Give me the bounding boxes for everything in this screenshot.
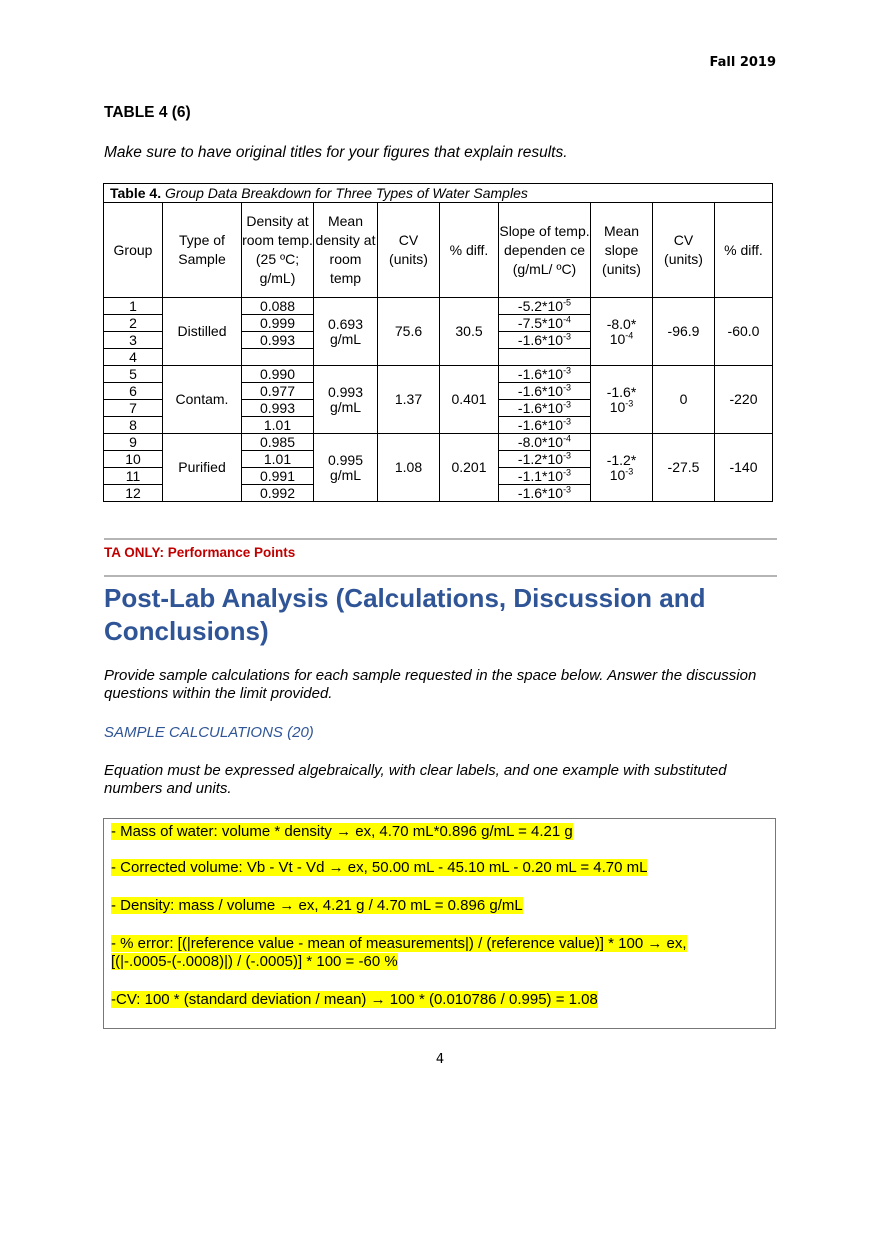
page-header-term: Fall 2019 bbox=[709, 55, 776, 70]
slope-exponent: -4 bbox=[563, 313, 572, 324]
calc-cv: -CV: 100 * (standard deviation / mean) → 100 * (0.010786 / 0.995) = 1.08 bbox=[111, 991, 598, 1008]
mean-slope-power: 10 bbox=[609, 330, 626, 347]
section-title: Post-Lab Analysis (Calculations, Discussion and Conclusions) bbox=[104, 583, 706, 646]
cell-density: 0.088 bbox=[242, 298, 314, 315]
cell-density: 0.991 bbox=[242, 468, 314, 485]
header-type: Type of Sample bbox=[163, 203, 242, 298]
cell-density: 0.993 bbox=[242, 332, 314, 349]
mean-density-value: 0.693 bbox=[327, 315, 364, 332]
cell-density: 0.985 bbox=[242, 434, 314, 451]
cell-density: 0.990 bbox=[242, 366, 314, 383]
cell-cv-slope: -96.9 bbox=[653, 298, 715, 366]
slope-value: -1.6*10 bbox=[517, 399, 564, 416]
cell-diff: 0.201 bbox=[440, 434, 499, 502]
header-diff: % diff. bbox=[440, 203, 499, 298]
mean-slope-power: 10 bbox=[609, 398, 626, 415]
mean-slope-power: 10 bbox=[609, 466, 626, 483]
mean-slope-value: -8.0* bbox=[606, 315, 637, 332]
cell-group: 5 bbox=[104, 366, 163, 383]
calc-percent-error-example: [(|-.0005-(-.0008)|) / (-.0005)] * 100 = -60 % bbox=[111, 953, 398, 970]
cell-diff: 0.401 bbox=[440, 366, 499, 434]
slope-exponent: -3 bbox=[563, 415, 572, 426]
slope-exponent: -3 bbox=[563, 483, 572, 494]
group-data-table bbox=[103, 183, 773, 502]
cell-group: 11 bbox=[104, 468, 163, 485]
cell-diff-slope: -140 bbox=[715, 434, 773, 502]
cell-mean-density bbox=[314, 434, 378, 502]
slope-exponent: -3 bbox=[563, 381, 572, 392]
cell-slope bbox=[499, 468, 591, 485]
cell-group: 3 bbox=[104, 332, 163, 349]
cell-slope bbox=[499, 315, 591, 332]
cell-slope bbox=[499, 383, 591, 400]
cell-cv-slope: 0 bbox=[653, 366, 715, 434]
header-mean-slope: Mean slope (units) bbox=[591, 203, 653, 298]
cell-slope bbox=[499, 298, 591, 315]
cell-density: 1.01 bbox=[242, 417, 314, 434]
cell-density: 0.993 bbox=[242, 400, 314, 417]
slope-value: -1.1*10 bbox=[517, 467, 564, 484]
slope-value: -8.0*10 bbox=[517, 433, 564, 450]
mean-density-value: 0.993 bbox=[327, 383, 364, 400]
cell-diff-slope: -220 bbox=[715, 366, 773, 434]
ta-only-label: TA ONLY: Performance Points bbox=[104, 545, 296, 560]
cell-sample-type: Contam. bbox=[163, 366, 242, 434]
cell-cv: 75.6 bbox=[378, 298, 440, 366]
mean-density-unit: g/mL bbox=[329, 466, 362, 483]
cell-slope bbox=[499, 349, 591, 366]
header-mean-density: Mean density at room temp bbox=[314, 203, 378, 298]
slope-value: -7.5*10 bbox=[517, 314, 564, 331]
calc-percent-error: - % error: [(|reference value - mean of measurements|) / (reference value)] * 100 → ex, bbox=[111, 935, 687, 952]
header-cv: CV (units) bbox=[378, 203, 440, 298]
cell-mean-slope bbox=[591, 298, 653, 366]
mean-slope-value: -1.2* bbox=[606, 451, 637, 468]
cell-density: 1.01 bbox=[242, 451, 314, 468]
cell-group: 1 bbox=[104, 298, 163, 315]
cell-density bbox=[242, 349, 314, 366]
cell-mean-slope bbox=[591, 434, 653, 502]
calculations-answer-box bbox=[103, 818, 776, 1029]
cell-group: 6 bbox=[104, 383, 163, 400]
slope-exponent: -3 bbox=[563, 330, 572, 341]
slope-value: -1.6*10 bbox=[517, 331, 564, 348]
cell-cv: 1.37 bbox=[378, 366, 440, 434]
cell-slope bbox=[499, 417, 591, 434]
slope-value: -1.6*10 bbox=[517, 382, 564, 399]
slope-exponent: -3 bbox=[563, 364, 572, 375]
section-intro: Provide sample calculations for each sample requested in the space below. Answer the discussion questions within the limit provided. bbox=[104, 667, 757, 702]
cell-group: 12 bbox=[104, 485, 163, 502]
cell-slope bbox=[499, 485, 591, 502]
slope-value: -1.6*10 bbox=[517, 416, 564, 433]
cell-mean-slope bbox=[591, 366, 653, 434]
cell-slope bbox=[499, 332, 591, 349]
calc-density: - Density: mass / volume → ex, 4.21 g / 4.70 mL = 0.896 g/mL bbox=[111, 897, 523, 914]
cell-group: 2 bbox=[104, 315, 163, 332]
table-caption-text: Group Data Breakdown for Three Types of Water Samples bbox=[164, 185, 528, 201]
slope-value: -1.2*10 bbox=[517, 450, 564, 467]
header-density: Density at room temp. (25 ºC; g/mL) bbox=[242, 203, 314, 298]
cell-slope bbox=[499, 366, 591, 383]
cell-diff: 30.5 bbox=[440, 298, 499, 366]
divider bbox=[104, 575, 777, 577]
slope-exponent: -3 bbox=[563, 398, 572, 409]
calc-corrected-volume: - Corrected volume: Vb - Vt - Vd → ex, 50.00 mL - 45.10 mL - 0.20 mL = 4.70 mL bbox=[111, 859, 648, 876]
cell-slope bbox=[499, 400, 591, 417]
header-cv-slope: CV (units) bbox=[653, 203, 715, 298]
slope-exponent: -3 bbox=[563, 449, 572, 460]
table-header-row bbox=[104, 203, 773, 298]
slope-exponent: -3 bbox=[563, 466, 572, 477]
table-caption bbox=[104, 184, 773, 203]
mean-density-unit: g/mL bbox=[329, 398, 362, 415]
slope-value: -1.6*10 bbox=[517, 365, 564, 382]
calc-mass-of-water: - Mass of water: volume * density → ex, 4.70 mL*0.896 g/mL = 4.21 g bbox=[111, 823, 573, 840]
mean-slope-exponent: -3 bbox=[625, 465, 634, 476]
mean-density-unit: g/mL bbox=[329, 330, 362, 347]
slope-exponent: -4 bbox=[563, 432, 572, 443]
slope-value: -1.6*10 bbox=[517, 484, 564, 501]
header-diff-slope: % diff. bbox=[715, 203, 773, 298]
cell-mean-density bbox=[314, 298, 378, 366]
slope-exponent: -5 bbox=[563, 296, 572, 307]
page-number: 4 bbox=[435, 1052, 445, 1067]
cell-group: 7 bbox=[104, 400, 163, 417]
cell-group: 4 bbox=[104, 349, 163, 366]
cell-mean-density bbox=[314, 366, 378, 434]
cell-sample-type: Distilled bbox=[163, 298, 242, 366]
cell-slope bbox=[499, 451, 591, 468]
sample-calculations-heading: SAMPLE CALCULATIONS (20) bbox=[104, 724, 314, 741]
mean-slope-exponent: -4 bbox=[625, 329, 634, 340]
cell-density: 0.999 bbox=[242, 315, 314, 332]
table-row bbox=[104, 434, 773, 451]
cell-cv-slope: -27.5 bbox=[653, 434, 715, 502]
cell-density: 0.977 bbox=[242, 383, 314, 400]
cell-sample-type: Purified bbox=[163, 434, 242, 502]
table-heading: TABLE 4 (6) bbox=[104, 104, 191, 121]
table-row bbox=[104, 366, 773, 383]
mean-slope-exponent: -3 bbox=[625, 397, 634, 408]
cell-density: 0.992 bbox=[242, 485, 314, 502]
cell-diff-slope: -60.0 bbox=[715, 298, 773, 366]
cell-group: 8 bbox=[104, 417, 163, 434]
mean-slope-value: -1.6* bbox=[606, 383, 637, 400]
cell-cv: 1.08 bbox=[378, 434, 440, 502]
cell-group: 9 bbox=[104, 434, 163, 451]
table-row bbox=[104, 298, 773, 315]
mean-density-value: 0.995 bbox=[327, 451, 364, 468]
cell-group: 10 bbox=[104, 451, 163, 468]
divider bbox=[104, 538, 777, 540]
header-group: Group bbox=[104, 203, 163, 298]
equation-note: Equation must be expressed algebraically, with clear labels, and one example with substituted numbers and units. bbox=[104, 762, 727, 797]
figure-title-instruction: Make sure to have original titles for your figures that explain results. bbox=[104, 144, 568, 161]
cell-slope bbox=[499, 434, 591, 451]
table-caption-label: Table 4. bbox=[110, 185, 162, 201]
header-slope: Slope of temp. dependen ce (g/mL/ ºC) bbox=[499, 203, 591, 298]
slope-value: -5.2*10 bbox=[517, 297, 564, 314]
